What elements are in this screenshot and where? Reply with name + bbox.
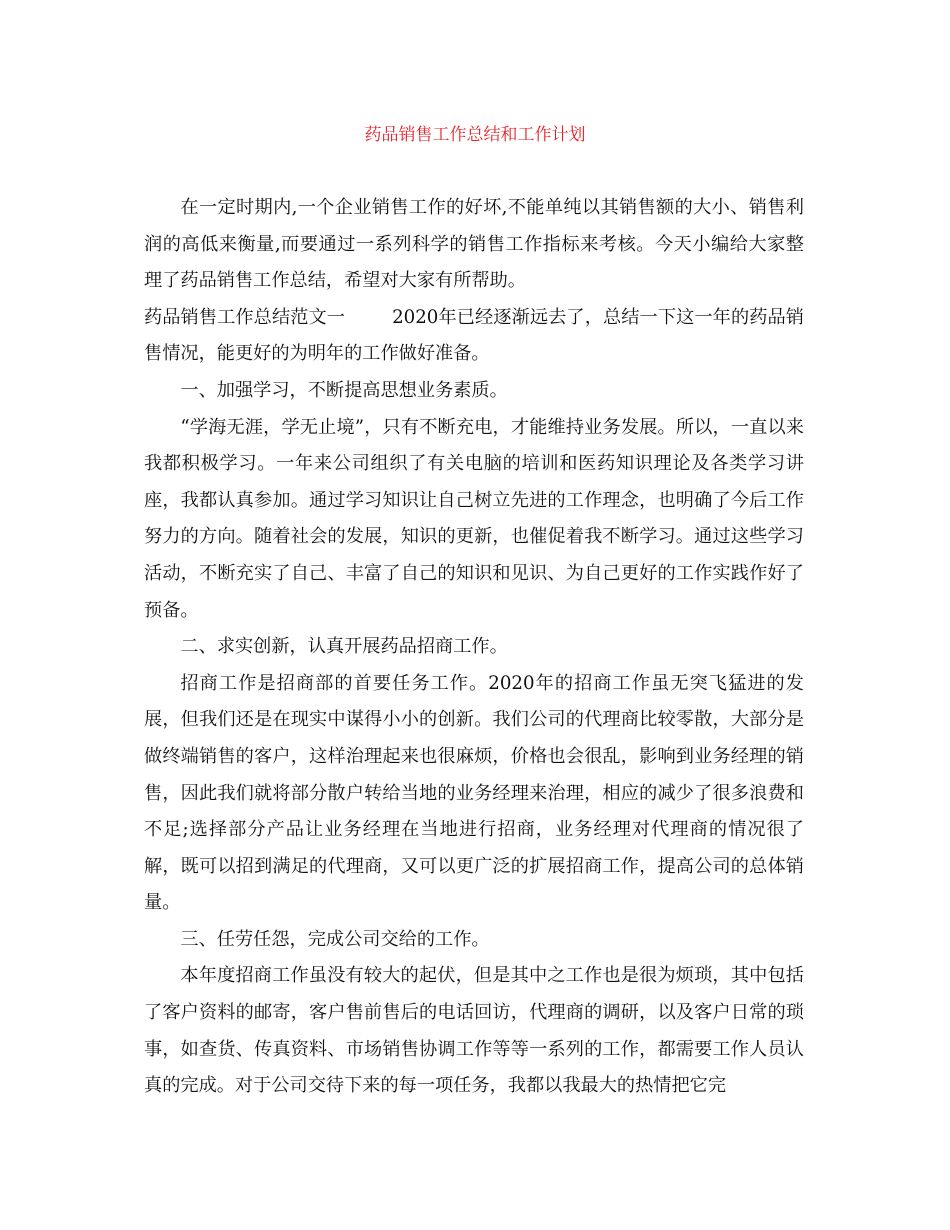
paragraph-intro: 在一定时期内,一个企业销售工作的好坏,不能单纯以其销售额的大小、销售利润的高低来衡量,而要通过一系列科学的销售工作指标来考核。今天小编给大家整理了药品销售工作总结，希望对大家有所帮助。 [144, 197, 804, 292]
paragraph-section-2: 招商工作是招商部的首要任务工作。2020年的招商工作虽无突飞猛进的发展，但我们还是在现实中谋得小小的创新。我们公司的代理商比较零散，大部分是做终端销售的客户，这样治理起来也很麻烦，价格也会很乱，影响到业务经理的销售，因此我们就将部分散户转给当地的业务经理来治理，相应的减少了很多浪费和不足;选择部分产品让业务经理在当地进行招商，业务经理对代理商的情况很了解，既可以招到满足的代理商，又可以更广泛的扩展招商工作，提高公司的总体销量。 [144, 672, 804, 914]
section-heading-3: 三、任劳任怨，完成公司交给的工作。 [180, 928, 490, 950]
paragraph-section-3: 本年度招商工作虽没有较大的起伏，但是其中之工作也是很为烦琐，其中包括了客户资料的邮寄，客户售前售后的电话回访，代理商的调研，以及客户日常的琐事，如查货、传真资料、市场销售协调工作等等一系列的工作，都需要工作人员认真的完成。对于公司交待下来的每一项任务，我都以我最大的热情把它完 [144, 965, 804, 1097]
section-heading-2: 二、求实创新，认真开展药品招商工作。 [180, 636, 508, 658]
paragraph-sample-heading: 药品销售工作总结范文一 2020年已经逐渐远去了，总结一下这一年的药品销售情况，能更好的为明年的工作做好准备。 [144, 306, 804, 365]
document-body [144, 190, 804, 1105]
section-heading-1: 一、加强学习，不断提高思想业务素质。 [180, 379, 508, 401]
document-title: 药品销售工作总结和工作计划 [364, 125, 586, 145]
paragraph-section-1: “学海无涯，学无止境”，只有不断充电，才能维持业务发展。所以，一直以来我都积极学习。一年来公司组织了有关电脑的培训和医药知识理论及各类学习讲座，我都认真参加。通过学习知识让自己树立先进的工作理念，也明确了今后工作努力的方向。随着社会的发展，知识的更新，也催促着我不断学习。通过这些学习活动，不断充实了自己、丰富了自己的知识和见识、为自己更好的工作实践作好了预备。 [144, 416, 804, 621]
